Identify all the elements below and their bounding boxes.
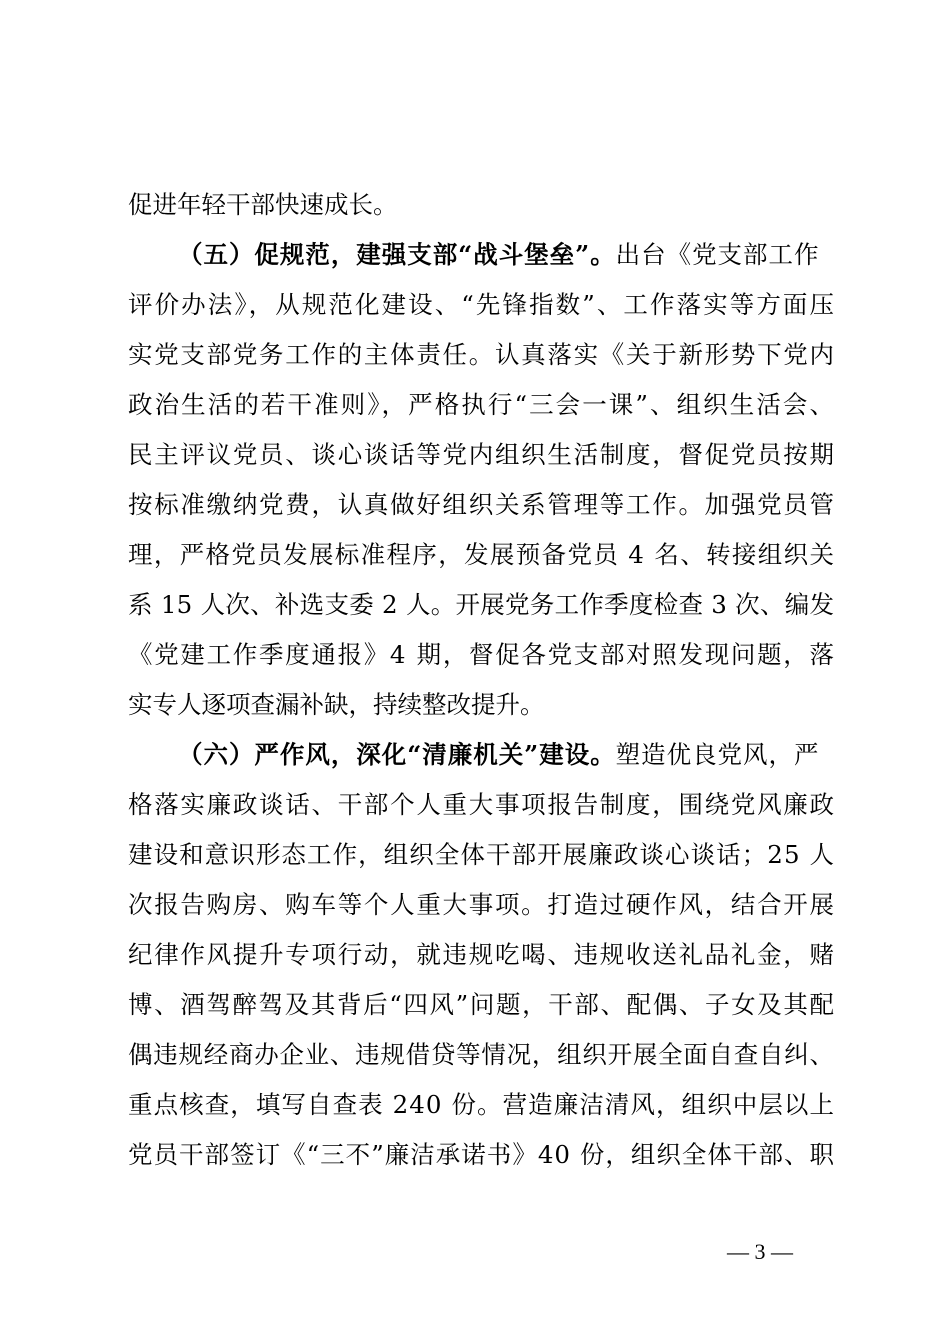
text-segment: 纪律作风提升专项行动，就违规吃喝、违规收送礼品礼金，赌 [128, 940, 836, 969]
text-segment: 塑造优良党风，严 [615, 740, 820, 769]
text-line [128, 780, 834, 830]
text-line [128, 430, 834, 480]
section-heading-five: （五）促规范，建强支部“战斗堡垒”。 [178, 240, 616, 269]
text-line [128, 380, 837, 430]
text-segment: 促进年轻干部快速成长。 [128, 190, 398, 219]
section-heading-line [128, 730, 834, 780]
text-segment: 系 15 人次、补选支委 2 人。开展党务工作季度检查 3 次、编发 [128, 590, 835, 619]
text-segment: 偶违规经商办企业、违规借贷等情况，组织开展全面自查自纠、 [128, 1040, 835, 1069]
text-segment: 博、酒驾醉驾及其背后“四风”问题，干部、配偶、子女及其配 [128, 990, 836, 1019]
text-line [128, 330, 834, 380]
body-text [128, 180, 837, 1180]
text-segment: 出台《党支部工作 [615, 240, 820, 269]
text-line [128, 280, 837, 330]
text-segment: 按标准缴纳党费，认真做好组织关系管理等工作。加强党员管 [128, 490, 836, 519]
text-line [128, 480, 834, 530]
section-heading-six: （六）严作风，深化“清廉机关”建设。 [178, 740, 616, 769]
text-line [128, 1080, 834, 1130]
section-heading-five-row [178, 230, 819, 280]
text-segment: 党员干部签订《“三不”廉洁承诺书》40 份，组织全体干部、职 [128, 1140, 836, 1169]
text-line [128, 630, 834, 680]
text-segment: 民主评议党员、谈心谈话等党内组织生活制度，督促党员按期 [128, 440, 836, 469]
text-line [128, 980, 834, 1030]
text-segment: 实党支部党务工作的主体责任。认真落实《关于新形势下党内 [128, 340, 836, 369]
text-line [128, 830, 834, 880]
text-segment: 《党建工作季度通报》4 期，督促各党支部对照发现问题，落 [128, 640, 836, 669]
text-line [128, 1130, 834, 1180]
text-segment: 格落实廉政谈话、干部个人重大事项报告制度，围绕党风廉政 [128, 790, 836, 819]
text-line [128, 880, 834, 930]
text-segment: 评价办法》，从规范化建设、“先锋指数”、工作落实等方面压 [128, 290, 837, 319]
text-segment: 实专人逐项查漏补缺，持续整改提升。 [128, 690, 545, 719]
text-line [128, 1030, 834, 1080]
text-line [128, 530, 834, 580]
text-line [128, 580, 834, 630]
text-segment: 重点核查，填写自查表 240 份。营造廉洁清风，组织中层以上 [128, 1090, 836, 1119]
page-number: — 3 — [727, 1239, 793, 1264]
section-heading-six-row [178, 730, 819, 780]
text-segment: 理，严格党员发展标准程序，发展预备党员 4 名、转接组织关 [128, 540, 836, 569]
text-line [128, 680, 834, 730]
section-heading-line [128, 230, 834, 280]
text-segment: 政治生活的若干准则》，严格执行“三会一课”、组织生活会、 [128, 390, 837, 419]
text-segment: 次报告购房、购车等个人重大事项。打造过硬作风，结合开展 [128, 890, 836, 919]
text-line [128, 930, 834, 980]
text-segment: 建设和意识形态工作，组织全体干部开展廉政谈心谈话；25 人 [128, 840, 836, 869]
text-line [128, 180, 834, 230]
